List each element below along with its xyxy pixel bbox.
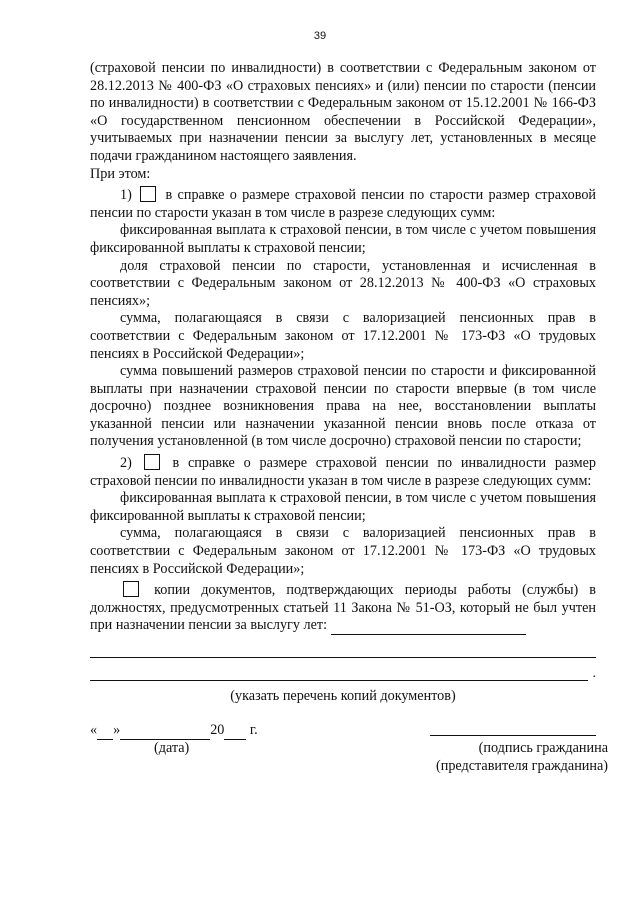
item-2-text: в справке о размере страховой пенсии по инвалидности размер страховой пенсии по инвалидности указан в том числе в разрезе следующих сумм: bbox=[90, 455, 597, 489]
item-1-sub-1: фиксированная выплата к страховой пенсии, в том числе с учетом повышения фиксированной выплаты к страховой пенсии; bbox=[90, 222, 596, 256]
date-caption: (дата) bbox=[154, 740, 190, 756]
month-blank[interactable] bbox=[120, 726, 210, 740]
copies-list-line-2[interactable] bbox=[90, 666, 596, 682]
copies-list-line-1[interactable] bbox=[90, 643, 596, 658]
copies-input-line[interactable] bbox=[331, 620, 526, 635]
signature-caption-line-2: (представителя гражданина) bbox=[436, 757, 608, 774]
copies-caption: (указать перечень копий документов) bbox=[230, 688, 456, 704]
signature-line[interactable] bbox=[430, 735, 596, 736]
copies-text: копии документов, подтверждающих периоды работы (службы) в должностях, предусмотренных статьей 11 Закона № 51-ОЗ, который не был учтен при назначении пенсии за выслугу лет: bbox=[90, 582, 596, 634]
item-1-checkbox[interactable] bbox=[140, 186, 156, 202]
item-1-text: в справке о размере страховой пенсии по старости размер страховой пенсии по старости указан в том числе в разрезе следующих сумм: bbox=[90, 187, 597, 221]
item-1-sub-3: сумма, полагающаяся в связи с валоризацией пенсионных прав в соответствии с Федеральным законом от 17.12.2001 № 173-ФЗ «О трудовых пенсиях в Российской Федерации»; bbox=[90, 310, 596, 362]
year-suffix: г. bbox=[249, 722, 258, 738]
item-1 bbox=[90, 186, 596, 222]
line-end-dot: . bbox=[592, 666, 596, 682]
intro-paragraph: (страховой пенсии по инвалидности) в соответствии с Федеральным законом от 28.12.2013 № 400-ФЗ «О страховых пенсиях» и (или) пенсии по старости (пенсии по инвалидности) в соответствии с Федеральным законом от 15.12.2001 № 166-ФЗ «О государственном пенсионном обеспечении в Российской Федерации», учитываемых при назначении пенсии за выслугу лет, установленных в месяце подачи гражданином настоящего заявления. bbox=[90, 60, 596, 164]
item-1-sub-2: доля страховой пенсии по старости, установленная и исчисленная в соответствии с Федеральным законом от 28.12.2013 № 400-ФЗ «О страховых пенсиях»; bbox=[90, 257, 596, 309]
copies-item bbox=[90, 581, 596, 635]
signature-caption bbox=[408, 740, 608, 775]
signature-caption-line-1: (подпись гражданина bbox=[478, 740, 608, 756]
document-body bbox=[90, 60, 596, 706]
item-2-sub-1: фиксированная выплата к страховой пенсии, в том числе с учетом повышения фиксированной выплаты к страховой пенсии; bbox=[90, 490, 596, 524]
signature-block bbox=[90, 722, 608, 782]
item-2-sub-2: сумма, полагающаяся в связи с валоризацией пенсионных прав в соответствии с Федеральным законом от 17.12.2001 № 173-ФЗ «О трудовых пенсиях в Российской Федерации»; bbox=[90, 525, 596, 577]
intro-tail: При этом: bbox=[90, 165, 151, 182]
item-2 bbox=[90, 454, 596, 490]
item-2-checkbox[interactable] bbox=[144, 454, 160, 470]
page-number: 39 bbox=[313, 30, 327, 42]
item-2-number: 2) bbox=[120, 455, 132, 472]
copies-checkbox[interactable] bbox=[123, 581, 139, 597]
item-1-number: 1) bbox=[120, 187, 132, 204]
date-field[interactable] bbox=[90, 722, 258, 740]
year-prefix: 20 bbox=[210, 722, 225, 738]
year-blank[interactable] bbox=[224, 726, 246, 740]
day-blank[interactable] bbox=[97, 726, 113, 740]
date-open-quote: « bbox=[90, 722, 98, 738]
date-close-quote: » bbox=[113, 722, 121, 738]
item-1-sub-4: сумма повышений размеров страховой пенсии по старости и фиксированной выплаты при назначении страховой пенсии по старости впервые (в том числе досрочно) позднее возникновения права на нее, восстановлении выплаты указанной пенсии или назначении указанной пенсии вновь после отказа от получения установленной (в том числе досрочно) страховой пенсии по старости; bbox=[90, 363, 596, 450]
